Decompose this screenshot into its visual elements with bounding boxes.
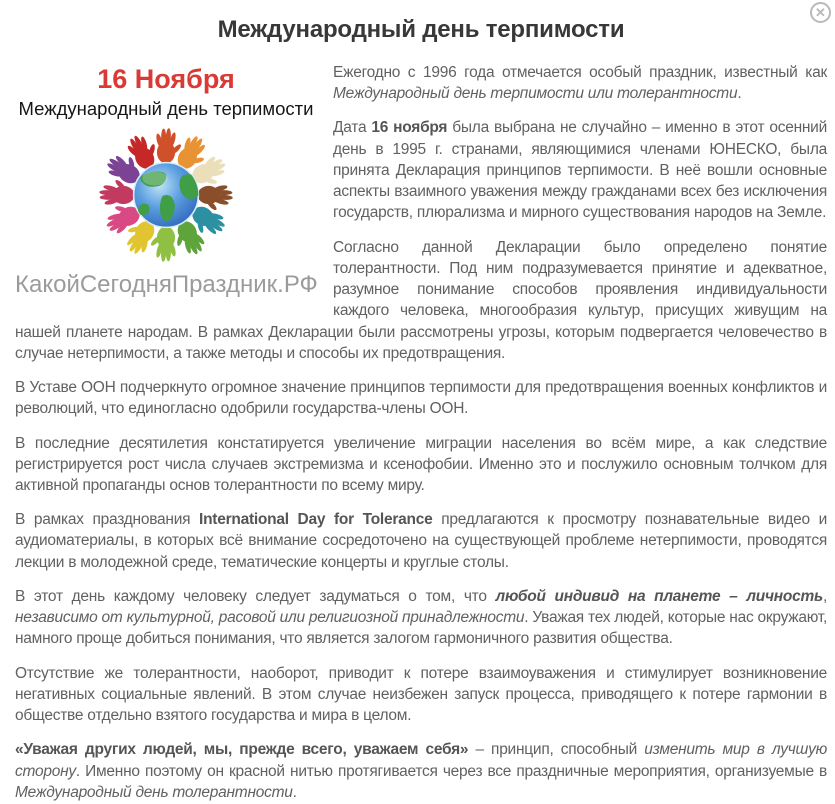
text-segment: любой индивид на планете – личность <box>495 587 823 605</box>
text-segment: Согласно данной Декларации было определено понятие толерантности. Под ним подразумевается принятие и адекватное, разумное понимание способов проявления индивидуальности каждого человека, многообразия культур, присущих живущим на нашей планете народам. В рамках Декларации были рассмотрены угрозы, которым подвергается человечество в случае нетерпимости, а также методы и способы их предотвращения. <box>15 238 827 362</box>
text-segment: В последние десятилетия констатируется увеличение миграции населения во всём мире, а как следствие регистрируется рост числа случаев экстремизма и ксенофобии. Именно это и послужило основным толчком для активной пропаганды основ толерантности по всему миру. <box>15 434 827 494</box>
paragraph <box>15 663 827 727</box>
holiday-promo-image <box>15 64 317 299</box>
text-segment: изменить мир в лучшую сторону <box>15 741 827 780</box>
promo-date: 16 Ноября <box>97 64 235 94</box>
text-segment: . Именно поэтому он красной нитью протягивается через все праздничные мероприятия, организуемые в <box>75 762 827 780</box>
paragraph <box>15 509 827 573</box>
promo-subtitle: Международный день терпимости <box>18 98 314 120</box>
text-segment: , <box>822 587 828 605</box>
text-segment: предлагаются к просмотру познавательные видео и аудиоматериалы, в которых всё внимание сосредоточено на существующей проблеме нетерпимости, проводятся лекции в молодежной среде, тематические концерты и круглые столы. <box>15 511 828 571</box>
text-segment: 16 ноября <box>371 119 448 137</box>
text-segment: International Day for Tolerance <box>199 511 433 529</box>
text-segment: . Уважая тех людей, которые нас окружают, намного проще добиться понимания, что является залогом гармоничного развития общества. <box>15 609 827 648</box>
text-segment: Ежегодно с 1996 года отмечается особый праздник, известный как <box>333 64 827 81</box>
article <box>15 62 827 803</box>
text-segment: В Уставе ООН подчеркнуто огромное значение принципов терпимости для предотвращения военных конфликтов и революций, что единогласно одобрили государства-члены ООН. <box>15 379 827 418</box>
paragraph <box>15 377 827 419</box>
text-segment: «Уважая других людей, мы, прежде всего, уважаем себя» <box>15 741 469 759</box>
paragraph <box>15 433 827 497</box>
text-segment: . <box>292 783 297 801</box>
text-segment: была выбрана не случайно – именно в этот осенний день в 1995 г. странами, являющимися членами ЮНЕСКО, была принята Декларация принципов терпимости. В неё вошли основные аспекты взаимного уважения между гражданами всех без исключения государств, плюрализма и мирного существования народов на Земле. <box>333 119 828 222</box>
text-segment: Дата <box>333 119 372 137</box>
text-segment: Международный день терпимости или толерантности <box>333 85 738 103</box>
paragraph <box>15 739 827 803</box>
paragraph <box>15 586 827 650</box>
text-segment: – принцип, способный <box>468 741 645 759</box>
text-segment: независимо от культурной, расовой или религиозной принадлежности <box>15 609 525 627</box>
promo-site-name: КакойСегодняПраздник.РФ <box>15 271 318 299</box>
text-segment: Международный день толерантности <box>15 783 293 801</box>
text-segment: Отсутствие же толерантности, наоборот, приводит к потере взаимоуважения и стимулирует возникновение негативных социальные явлений. В этом случае неизбежен запуск процесса, приводящего к потере гармонии в обществе отдельно взятого государства и мира в целом. <box>15 664 827 725</box>
text-segment: В рамках празднования <box>15 511 200 529</box>
text-segment: . <box>737 85 742 103</box>
text-segment: В этот день каждому человеку следует задуматься о том, что <box>15 587 496 605</box>
page-title: Международный день терпимости <box>217 16 625 43</box>
hands-globe-illustration <box>16 120 316 270</box>
close-icon[interactable]: ✕ <box>810 2 831 23</box>
globe-highlight <box>142 171 167 185</box>
